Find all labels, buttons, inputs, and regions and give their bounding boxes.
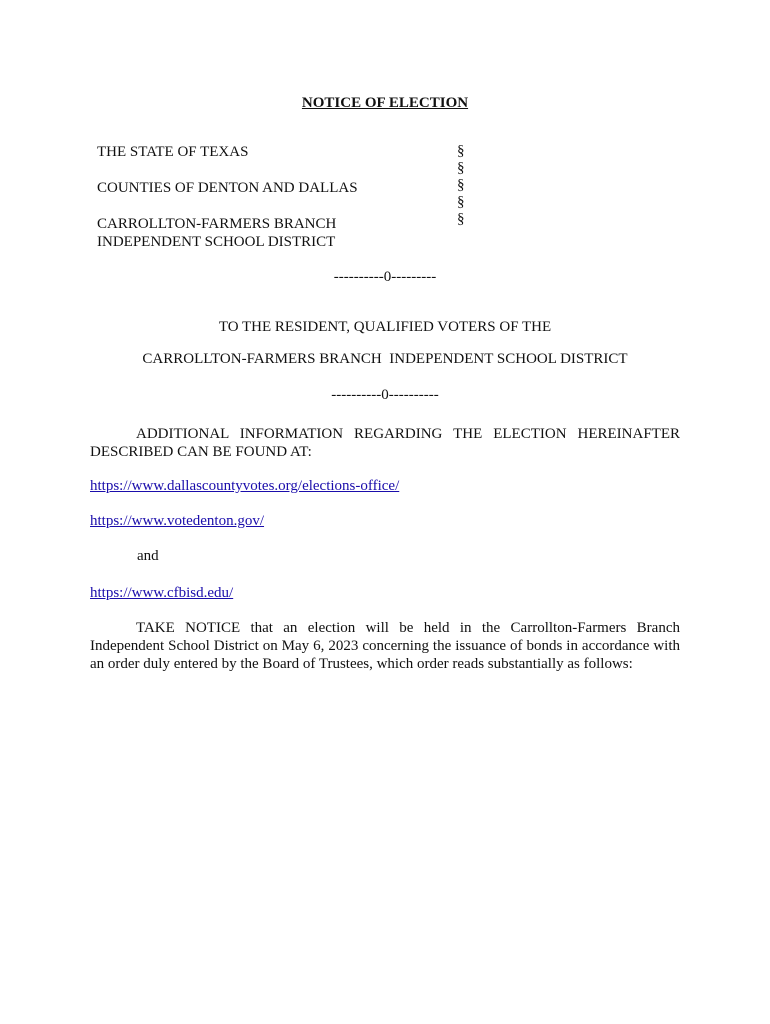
section-mark: § — [457, 160, 465, 176]
caption-district-line-1: CARROLLTON-FARMERS BRANCH — [97, 216, 337, 232]
section-mark: § — [457, 177, 465, 193]
separator-1: ----------0--------- — [333, 269, 437, 285]
take-notice-text: TAKE NOTICE that an election will be held in the Carrollton-Farmers Branch Independent School District on May 6, 2023 concerning the issuance of bonds in accordance with an order duly entered by the Board of Trustees, which order reads substantially as follows: — [90, 620, 680, 672]
caption-district-line-2: INDEPENDENT SCHOOL DISTRICT — [97, 234, 336, 250]
section-mark: § — [457, 143, 465, 159]
link-dallas-county-votes[interactable]: https://www.dallascountyvotes.org/elections-office/ — [90, 478, 400, 494]
section-mark: § — [457, 211, 465, 227]
separator-2: ----------0---------- — [331, 387, 439, 403]
addressee-line-2: CARROLLTON-FARMERS BRANCH INDEPENDENT SCHOOL DISTRICT — [142, 351, 628, 367]
additional-info-text: ADDITIONAL INFORMATION REGARDING THE ELECTION HEREINAFTER DESCRIBED CAN BE FOUND AT: — [90, 426, 680, 460]
section-mark: § — [457, 194, 465, 210]
link-cfbisd[interactable]: https://www.cfbisd.edu/ — [90, 585, 234, 601]
link-vote-denton[interactable]: https://www.votedenton.gov/ — [90, 513, 265, 529]
document-title: NOTICE OF ELECTION — [301, 95, 469, 111]
section-marks-column — [457, 143, 477, 228]
and-connector: and — [137, 548, 159, 564]
take-notice-paragraph — [90, 619, 680, 673]
addressee-line-1: TO THE RESIDENT, QUALIFIED VOTERS OF THE — [218, 319, 552, 335]
caption-state: THE STATE OF TEXAS — [97, 144, 249, 160]
caption-counties: COUNTIES OF DENTON AND DALLAS — [97, 180, 358, 196]
caption-left-block — [97, 143, 437, 251]
additional-info-paragraph — [90, 425, 680, 461]
